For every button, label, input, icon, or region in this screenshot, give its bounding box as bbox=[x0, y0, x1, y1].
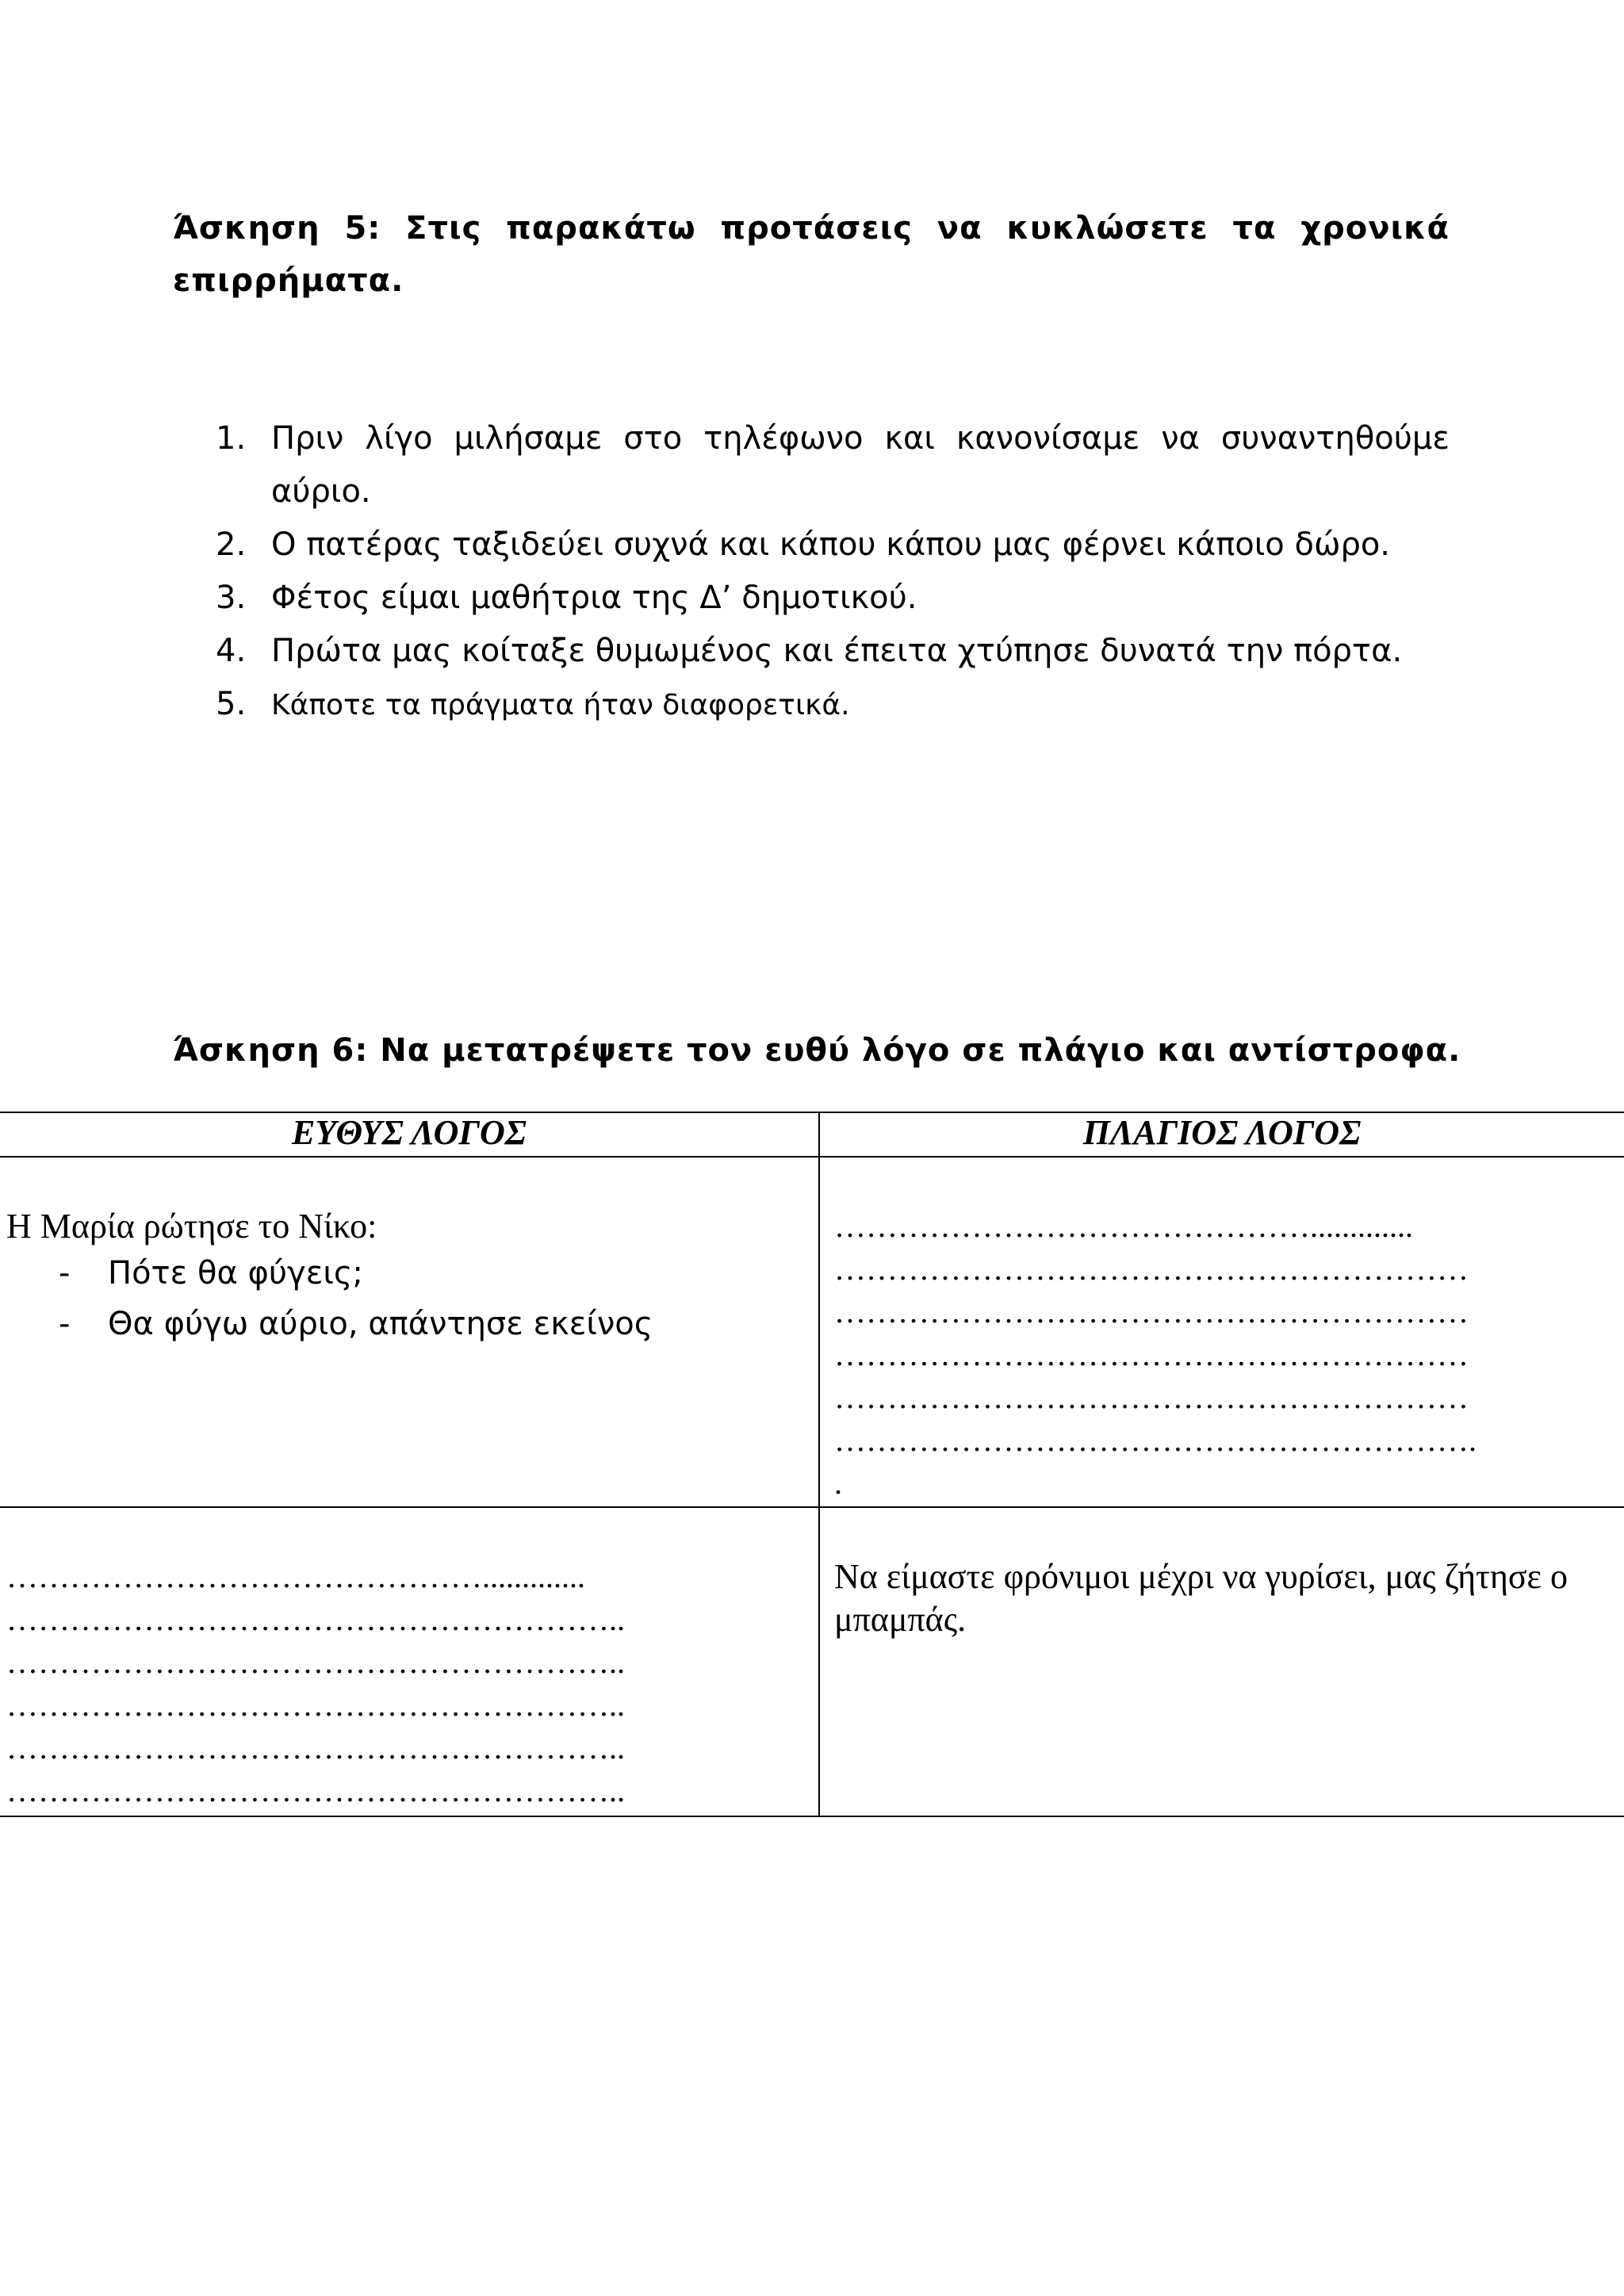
dialogue-line: Πότε θα φύγεις; bbox=[108, 1255, 363, 1292]
answer-blank-line[interactable]: …………………………………………………… bbox=[834, 1380, 1469, 1415]
exercise-5-heading: Άσκηση 5: Στις παρακάτω προτάσεις να κυκλώσετε τα χρονικά επιρρήματα. bbox=[173, 210, 1450, 299]
list-item bbox=[216, 572, 1450, 625]
exercise-5-sentence-list bbox=[216, 412, 1450, 732]
table-row bbox=[0, 1157, 1624, 1507]
table-row bbox=[0, 1507, 1624, 1816]
answer-blank-line[interactable]: . bbox=[834, 1465, 842, 1501]
item-number: 1. bbox=[216, 420, 247, 457]
sentence-text: Κάποτε τα πράγματα ήταν διαφορετικά. bbox=[271, 689, 850, 721]
list-item bbox=[216, 412, 1450, 519]
direct-speech-intro: Η Μαρία ρώτησε το Νίκο: bbox=[6, 1207, 377, 1246]
answer-blank-line[interactable]: ………………………………………………….. bbox=[6, 1730, 625, 1766]
indirect-speech-header: ΠΛΑΓΙΟΣ ΛΟΓΟΣ bbox=[819, 1112, 1624, 1157]
answer-blank-line[interactable]: ………………………………………............. bbox=[6, 1559, 585, 1594]
answer-blank-line[interactable]: ………………………………………………….. bbox=[6, 1644, 625, 1680]
list-item bbox=[6, 1299, 818, 1349]
answer-blank-line[interactable]: …………………………………………………… bbox=[834, 1337, 1469, 1372]
dash-marker: - bbox=[59, 1306, 71, 1342]
sentence-text: Ο πατέρας ταξιδεύει συχνά και κάπου κάπου μας φέρνει κάποιο δώρο. bbox=[271, 526, 1391, 563]
sentence-text: Πρώτα μας κοίταξε θυμωμένος και έπειτα χτύπησε δυνατά την πόρτα. bbox=[271, 633, 1403, 669]
direct-speech-header: ΕΥΘΥΣ ΛΟΓΟΣ bbox=[0, 1112, 819, 1157]
answer-blank-line[interactable]: …………………………………………………… bbox=[834, 1251, 1469, 1287]
indirect-speech-sentence: Να είμαστε φρόνιμοι μέχρι να γυρίσει, μας ζήτησε ο μπαμπάς. bbox=[834, 1557, 1568, 1639]
sentence-text: Πριν λίγο μιλήσαμε στο τηλέφωνο και κανονίσαμε να συναντηθούμε αύριο. bbox=[271, 420, 1450, 510]
answer-blank-line[interactable]: ……………………………………………………. bbox=[834, 1422, 1477, 1458]
list-item bbox=[6, 1248, 818, 1299]
answer-blank-line[interactable]: ………………………………………………….. bbox=[6, 1687, 625, 1723]
item-number: 2. bbox=[216, 526, 247, 563]
direct-speech-answer-cell[interactable] bbox=[0, 1507, 819, 1816]
direct-speech-cell bbox=[0, 1157, 819, 1507]
item-number: 4. bbox=[216, 633, 247, 669]
item-number: 3. bbox=[216, 580, 247, 616]
exercise-6-heading: Άσκηση 6: Να μετατρέψετε τον ευθύ λόγο σε πλάγιο και αντίστροφα. bbox=[173, 1032, 1461, 1069]
item-number: 5. bbox=[216, 686, 247, 722]
list-item bbox=[216, 625, 1450, 678]
table-header-row bbox=[0, 1112, 1624, 1157]
indirect-speech-cell bbox=[819, 1507, 1624, 1816]
dialogue-line: Θα φύγω αύριο, απάντησε εκείνος bbox=[108, 1306, 653, 1342]
answer-blank-line[interactable]: …………………………………………………… bbox=[834, 1294, 1469, 1330]
answer-blank-line[interactable]: ………………………………………………….. bbox=[6, 1773, 625, 1808]
list-item bbox=[216, 678, 1450, 732]
sentence-text: Φέτος είμαι μαθήτρια της Δ’ δημοτικού. bbox=[271, 580, 917, 616]
speech-conversion-table bbox=[0, 1112, 1624, 1817]
dash-marker: - bbox=[59, 1255, 71, 1292]
list-item bbox=[216, 519, 1450, 572]
indirect-speech-answer-cell[interactable] bbox=[819, 1157, 1624, 1507]
answer-blank-line[interactable]: ………………………………………………….. bbox=[6, 1601, 625, 1637]
dialogue-list bbox=[6, 1248, 818, 1349]
answer-blank-line[interactable]: ………………………………………............. bbox=[834, 1208, 1413, 1244]
